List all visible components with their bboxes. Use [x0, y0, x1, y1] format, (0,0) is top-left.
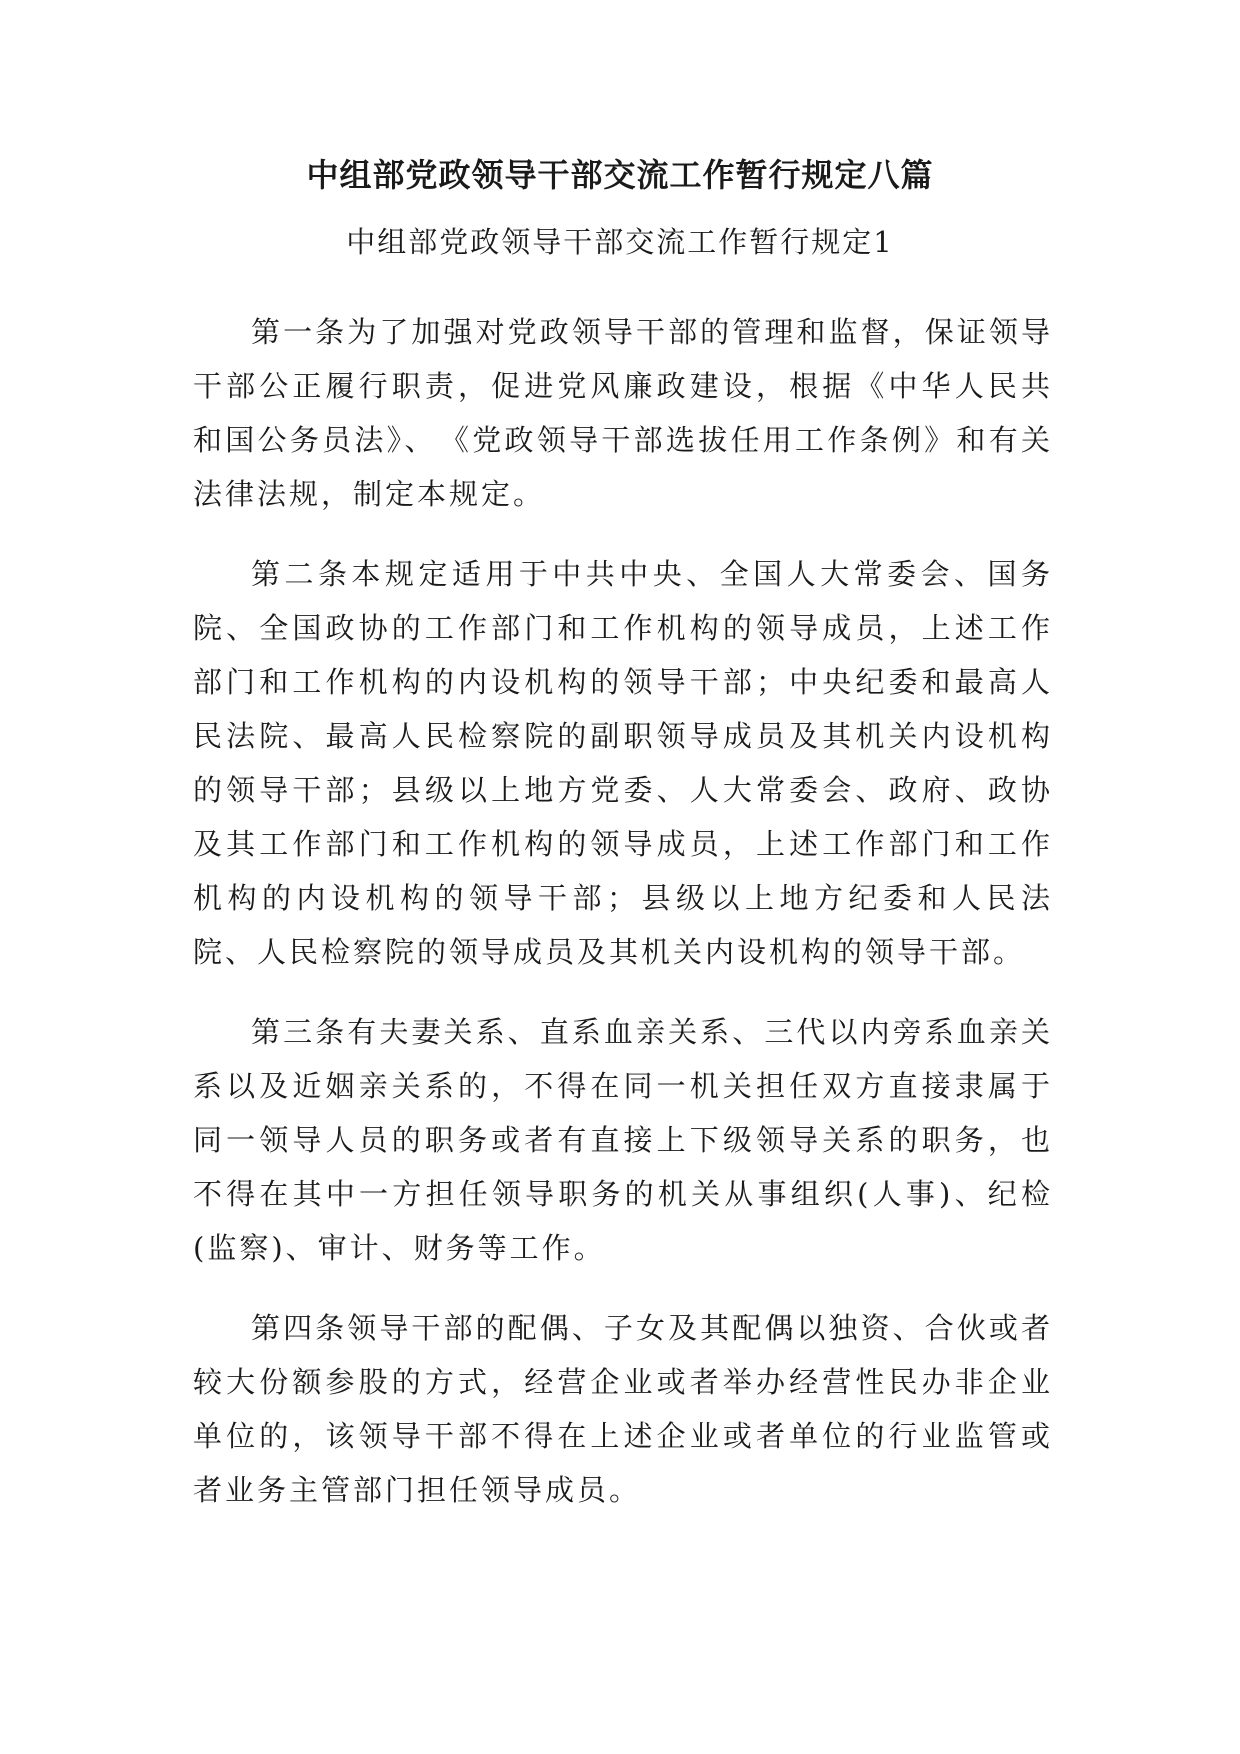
article-paragraph-4: 第四条领导干部的配偶、子女及其配偶以独资、合伙或者较大份额参股的方式，经营企业或者举办经营性民办非企业单位的，该领导干部不得在上述企业或者单位的行业监管或者业务主管部门担任领导成员。 [193, 1311, 1053, 1507]
article-paragraph-3: 第三条有夫妻关系、直系血亲关系、三代以内旁系血亲关系以及近姻亲关系的，不得在同一机关担任双方直接隶属于同一领导人员的职务或者有直接上下级领导关系的职务，也不得在其中一方担任领导职务的机关从事组织(人事)、纪检(监察)、审计、财务等工作。 [193, 1015, 1053, 1265]
document-subtitle: 中组部党政领导干部交流工作暂行规定1 [346, 225, 894, 259]
document-body [193, 305, 1053, 1543]
document-title: 中组部党政领导干部交流工作暂行规定八篇 [306, 156, 934, 194]
article-paragraph-1: 第一条为了加强对党政领导干部的管理和监督，保证领导干部公正履行职责，促进党风廉政建设，根据《中华人民共和国公务员法》、 《党政领导干部选拔任用工作条例》和有关法律法规，制定本规定。 [193, 315, 1053, 511]
article-paragraph-2: 第二条本规定适用于中共中央、全国人大常委会、国务院、全国政协的工作部门和工作机构的领导成员，上述工作部门和工作机构的内设机构的领导干部；中央纪委和最高人民法院、最高人民检察院的副职领导成员及其机关内设机构的领导干部；县级以上地方党委、人大常委会、政府、政协及其工作部门和工作机构的领导成员，上述工作部门和工作机构的内设机构的领导干部；县级以上地方纪委和人民法院、人民检察院的领导成员及其机关内设机构的领导干部。 [193, 557, 1053, 969]
